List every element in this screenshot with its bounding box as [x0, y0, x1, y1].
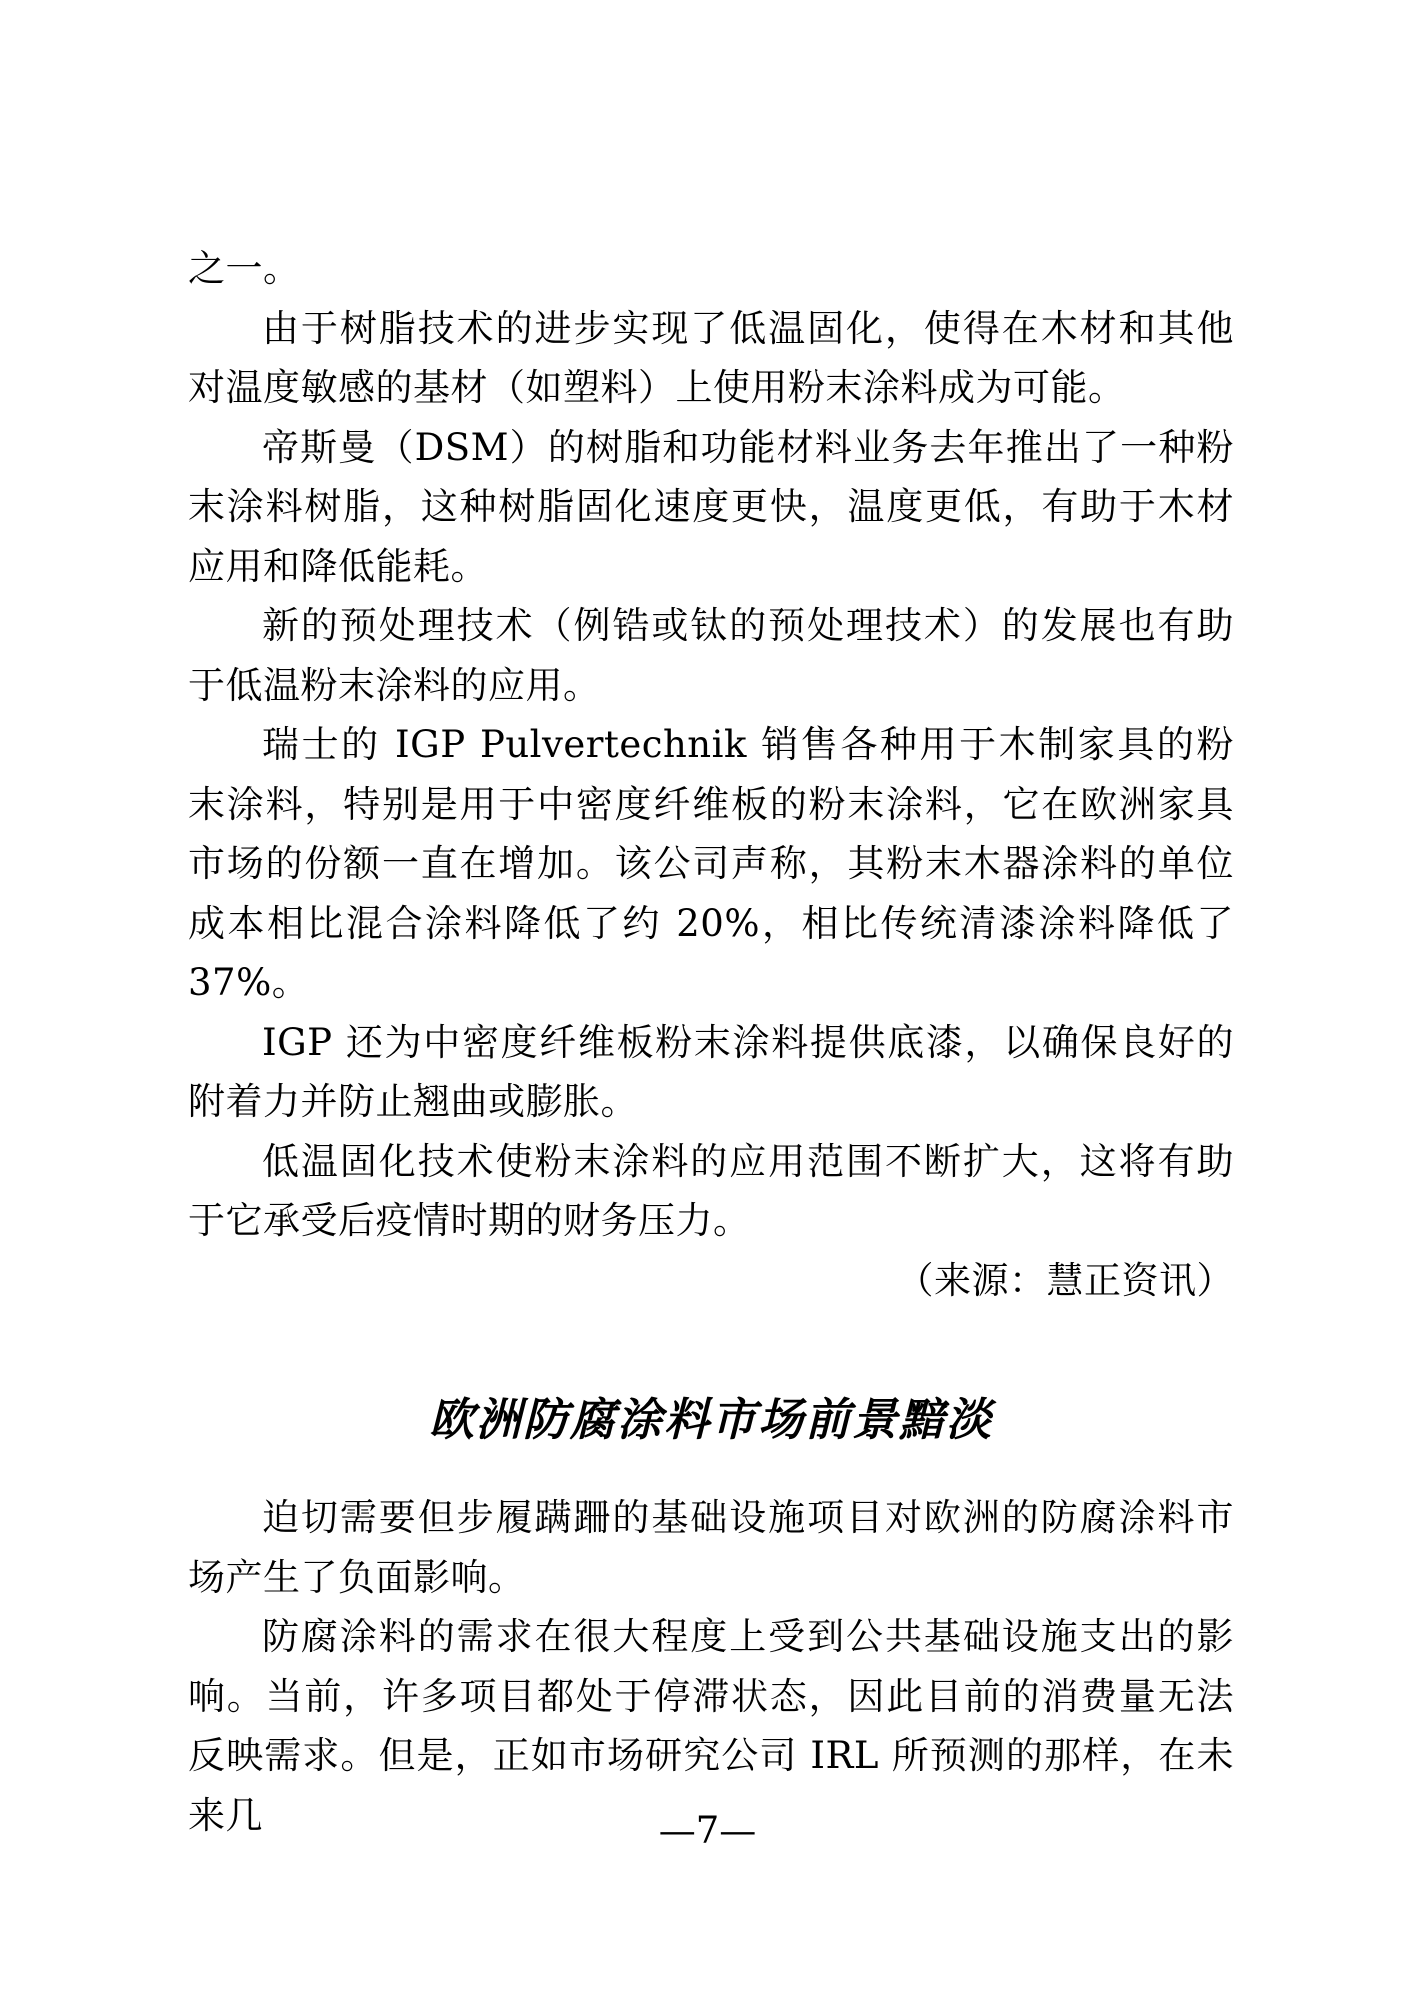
paragraph-continuation: 之一。: [188, 247, 301, 290]
page-number: —7—: [658, 1809, 757, 1852]
page-text-block: [188, 239, 1234, 1845]
body-paragraph: 瑞士的 IGP Pulvertechnik 销售各种用于木制家具的粉末涂料，特别是用于中密度纤维板的粉末涂料，它在欧洲家具市场的份额一直在增加。该公司声称，其粉末木器涂料的单位成本相比混合涂料降低了约 20%，相比传统清漆涂料降低了 37%。: [188, 723, 1234, 1004]
body-paragraph: 新的预处理技术（例锆或钛的预处理技术）的发展也有助于低温粉末涂料的应用。: [188, 604, 1234, 707]
body-paragraph: 迫切需要但步履蹒跚的基础设施项目对欧洲的防腐涂料市场产生了负面影响。: [188, 1496, 1234, 1599]
body-paragraph: 低温固化技术使粉末涂料的应用范围不断扩大，这将有助于它承受后疫情时期的财务压力。: [188, 1139, 1234, 1242]
body-paragraph: 防腐涂料的需求在很大程度上受到公共基础设施支出的影响。当前，许多项目都处于停滞状态，因此目前的消费量无法反映需求。但是，正如市场研究公司 IRL 所预测的那样，在未来几: [188, 1615, 1234, 1837]
body-paragraph: IGP 还为中密度纤维板粉末涂料提供底漆，以确保良好的附着力并防止翘曲或膨胀。: [188, 1020, 1234, 1123]
article-title: 欧洲防腐涂料市场前景黯淡: [428, 1393, 993, 1446]
source-attribution: （来源：慧正资讯）: [896, 1258, 1234, 1302]
body-paragraph: 帝斯曼（DSM）的树脂和功能材料业务去年推出了一种粉末涂料树脂，这种树脂固化速度更快，温度更低，有助于木材应用和降低能耗。: [188, 425, 1234, 588]
body-paragraph: 由于树脂技术的进步实现了低温固化，使得在木材和其他对温度敏感的基材（如塑料）上使用粉末涂料成为可能。: [188, 306, 1234, 409]
